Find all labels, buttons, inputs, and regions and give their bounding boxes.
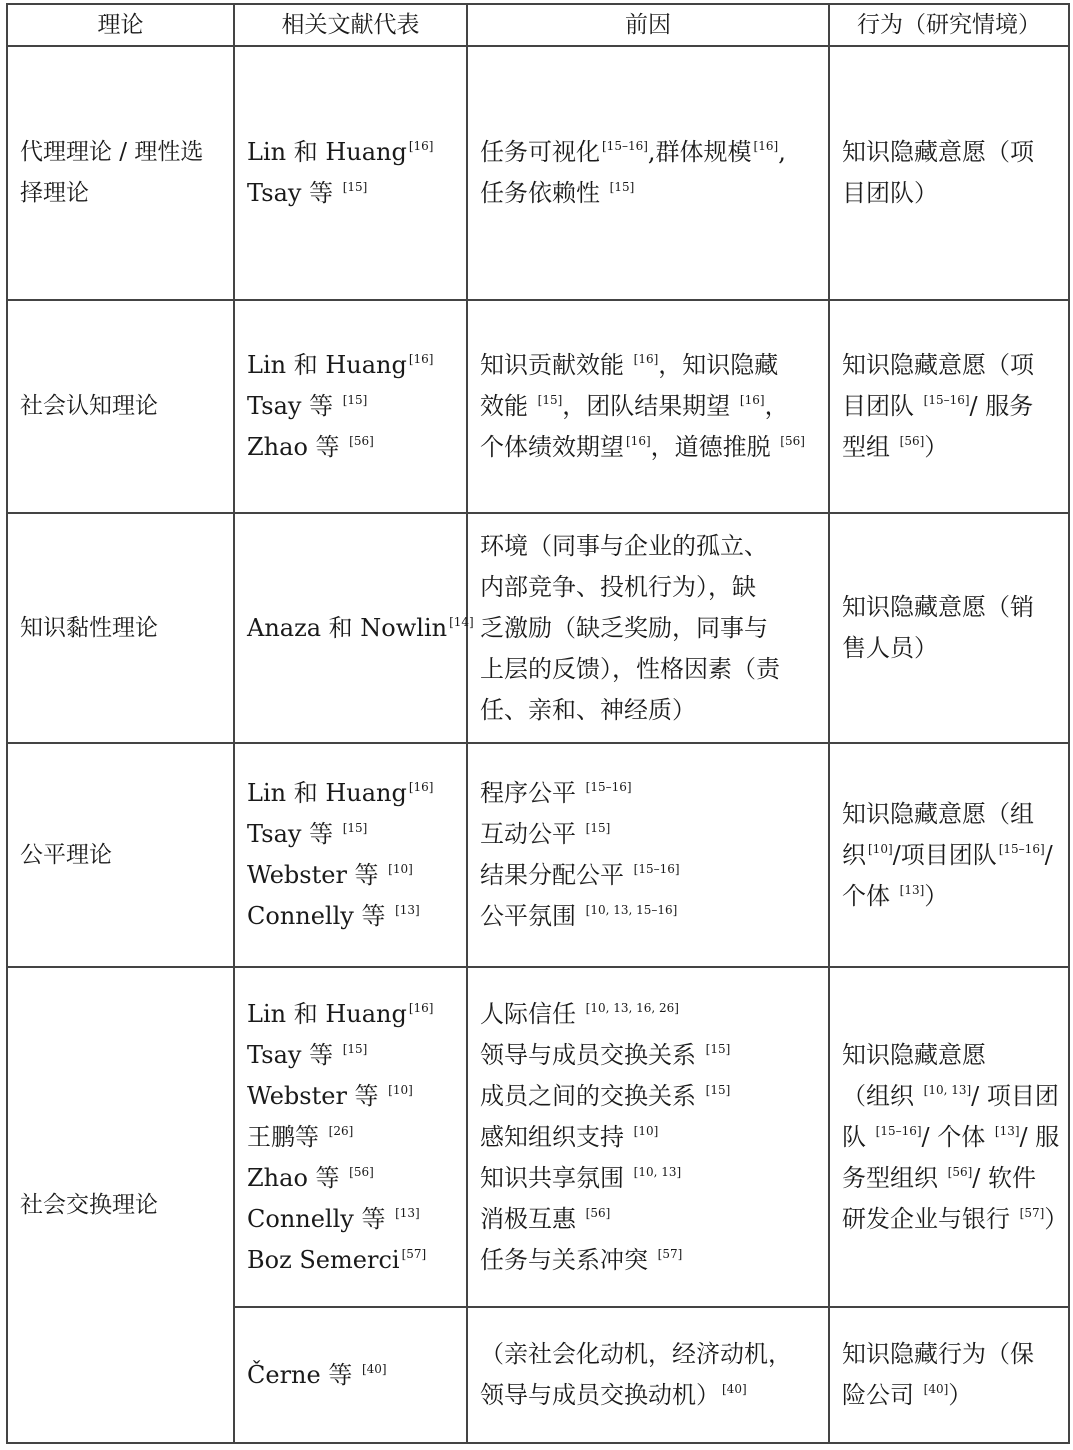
antecedent-line: 环境（同事与企业的孤立、 — [480, 531, 768, 560]
antecedent-line: 乏激励（缺乏奖励，同事与 — [480, 613, 768, 642]
antecedent-line: 程序公平 [15–16] — [480, 779, 632, 807]
behavior-line: 目团队 [15–16]/ 服务 — [842, 392, 1034, 420]
behavior-line: （组织 [10, 13]/ 项目团 — [842, 1081, 1059, 1110]
behavior-cell — [829, 967, 1069, 1307]
behavior-line: 售人员） — [842, 634, 938, 662]
refs-cell — [234, 967, 467, 1307]
antecedent-line: 领导与成员交换动机） [40] — [480, 1381, 747, 1409]
refs-cell — [234, 46, 467, 300]
antecedents-cell — [467, 967, 829, 1307]
theory-line: 择理论 — [20, 180, 89, 206]
behavior-line: 知识隐藏意愿（项 — [842, 351, 1034, 379]
table-row — [7, 967, 1069, 1307]
antecedent-line: 上层的反馈），性格因素（责 — [480, 654, 780, 683]
table-row — [7, 300, 1069, 513]
behavior-line: 险公司 [40]） — [842, 1381, 973, 1409]
refs-cell — [234, 743, 467, 967]
behavior-line: 个体 [13]） — [842, 881, 949, 910]
table-row — [7, 513, 1069, 743]
ref-line: Webster 等 [10] — [247, 861, 413, 889]
ref-line: Tsay 等 [15] — [247, 179, 368, 207]
ref-line: Lin 和 Huang [16] — [247, 779, 434, 807]
table-wrapper — [6, 3, 1068, 1444]
behavior-line: 织 [10]/项目团队 [15–16]/ — [842, 840, 1053, 869]
ref-line: Lin 和 Huang [16] — [247, 138, 434, 166]
ref-line: Zhao 等 [56] — [247, 433, 374, 461]
behavior-line: 知识隐藏意愿（项 — [842, 138, 1034, 166]
refs-cell — [234, 1307, 467, 1443]
ref-line: Boz Semerci [57] — [247, 1245, 427, 1274]
ref-line: Zhao 等 [56] — [247, 1163, 374, 1192]
antecedent-line: 结果分配公平 [15–16] — [480, 861, 680, 889]
header-behavior: 行为（研究情境） — [829, 4, 1069, 46]
table-row — [7, 743, 1069, 967]
ref-line: Tsay 等 [15] — [247, 392, 368, 420]
ref-line: Lin 和 Huang [16] — [247, 999, 434, 1028]
antecedent-line: 个体绩效期望 [16]，道德推脱 [56] — [480, 433, 805, 461]
behavior-line: 队 [15–16]/ 个体 [13]/ 服 — [842, 1122, 1060, 1151]
antecedent-line: 感知组织支持 [10] — [480, 1122, 659, 1151]
header-theory: 理论 — [7, 4, 234, 46]
theory-cell: 社会交换理论 — [7, 967, 234, 1443]
antecedent-line: 知识共享氛围 [10, 13] — [480, 1163, 682, 1192]
antecedent-line: 任、亲和、神经质） — [480, 695, 696, 724]
ref-line: 王鹏等 [26] — [247, 1122, 354, 1151]
behavior-line: 目团队） — [842, 179, 938, 207]
antecedents-cell — [467, 1307, 829, 1443]
knowledge-hiding-theory-table — [6, 3, 1070, 1444]
antecedent-line: 互动公平 [15] — [480, 820, 611, 848]
ref-line: Connelly 等 [13] — [247, 1204, 420, 1233]
refs-cell — [234, 513, 474, 743]
antecedent-line: 内部竞争、投机行为），缺 — [480, 572, 756, 601]
refs-cell — [234, 300, 467, 513]
antecedent-line: 任务依赖性 [15] — [480, 179, 635, 207]
behavior-line: 型组 [56]） — [842, 433, 949, 461]
behavior-line: 知识隐藏意愿（销 — [842, 593, 1034, 621]
ref-line: Tsay 等 [15] — [247, 820, 368, 848]
table-row — [7, 46, 1069, 300]
antecedents-cell — [467, 46, 829, 300]
antecedents-cell — [467, 513, 829, 743]
behavior-cell — [829, 1307, 1069, 1443]
header-row — [7, 4, 1069, 46]
header-refs: 相关文献代表 — [234, 4, 467, 46]
antecedent-line: （亲社会化动机，经济动机， — [480, 1340, 792, 1368]
antecedents-cell — [467, 743, 829, 967]
behavior-line: 知识隐藏意愿（组 — [842, 799, 1034, 828]
antecedent-line: 任务可视化 [15–16],群体规模 [16], — [480, 138, 786, 166]
antecedent-line: 成员之间的交换关系 [15] — [480, 1081, 731, 1110]
header-antecedents: 前因 — [467, 4, 829, 46]
antecedents-cell — [467, 300, 829, 513]
theory-line: 代理理论 / 理性选 — [20, 139, 204, 165]
ref-line: Connelly 等 [13] — [247, 902, 420, 930]
behavior-line: 研发企业与银行 [57]） — [842, 1204, 1069, 1233]
antecedent-line: 领导与成员交换关系 [15] — [480, 1040, 731, 1069]
ref-line: Tsay 等 [15] — [247, 1040, 368, 1069]
theory-cell: 社会认知理论 — [7, 300, 234, 513]
ref-line: Černe 等 [40] — [247, 1360, 387, 1389]
behavior-cell — [829, 743, 1069, 967]
antecedent-line: 知识贡献效能 [16]，知识隐藏 — [480, 351, 779, 379]
behavior-cell — [829, 513, 1069, 743]
behavior-cell — [829, 46, 1069, 300]
behavior-line: 知识隐藏意愿 — [842, 1040, 986, 1069]
behavior-line: 知识隐藏行为（保 — [842, 1340, 1034, 1368]
antecedent-line: 效能 [15]，团队结果期望 [16]， — [480, 392, 789, 420]
theory-cell: 知识黏性理论 — [7, 513, 234, 743]
antecedent-line: 人际信任 [10, 13, 16, 26] — [480, 999, 679, 1028]
antecedent-line: 任务与关系冲突 [57] — [480, 1245, 683, 1274]
ref-line: Webster 等 [10] — [247, 1081, 413, 1110]
theory-cell — [7, 46, 234, 300]
behavior-cell — [829, 300, 1069, 513]
ref-line: Lin 和 Huang [16] — [247, 351, 434, 379]
theory-cell: 公平理论 — [7, 743, 234, 967]
antecedent-line: 公平氛围 [10, 13, 15–16] — [480, 902, 678, 930]
ref-line: Anaza 和 Nowlin [14] — [247, 613, 474, 642]
antecedent-line: 消极互惠 [56] — [480, 1204, 611, 1233]
behavior-line: 务型组织 [56]/ 软件 — [842, 1163, 1036, 1192]
